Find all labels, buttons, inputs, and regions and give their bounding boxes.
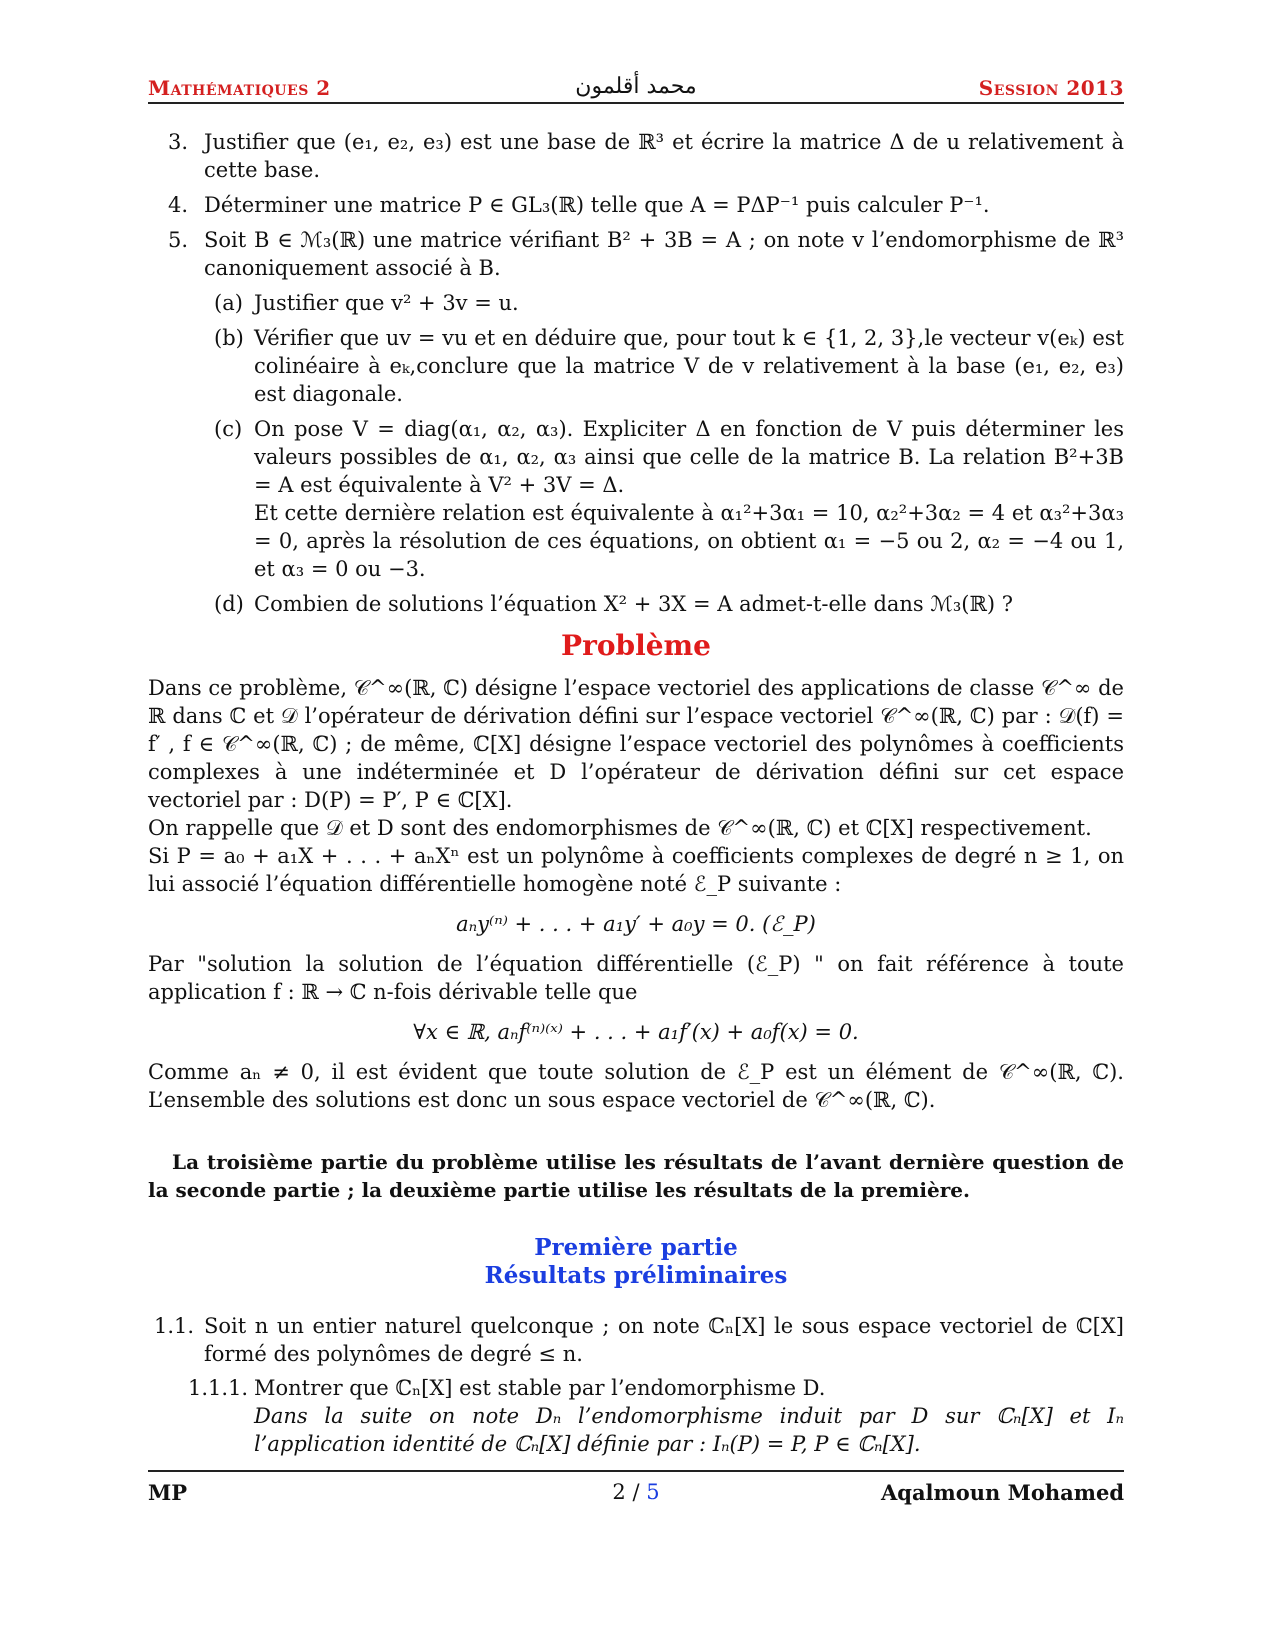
subquestion-text: On pose V = diag(α₁, α₂, α₃). Expliciter Δ en fonction de V puis déterminer les valeurs possibles de α₁, α₂, α₃ ainsi que celle de la matrice B. La relation B²+3B = A est équivalente à V² + 3V = Δ.	[254, 417, 1124, 497]
subquestion-c	[148, 415, 1124, 583]
question-1-1-1	[148, 1374, 1124, 1458]
question-number: 1.1.	[154, 1314, 195, 1338]
page-footer	[148, 1480, 1124, 1510]
question-1-1	[148, 1312, 1124, 1368]
equation-ep: aₙy⁽ⁿ⁾ + . . . + a₁y′ + a₀y = 0. (ℰ_P)	[456, 912, 816, 936]
question-text: Soit B ∈ ℳ₃(ℝ) une matrice vérifiant B² + 3B = A ; on note v l’endomorphisme de ℝ³ canoniquement associé à B.	[204, 228, 1124, 280]
question-5	[148, 226, 1124, 282]
question-number: 3.	[168, 130, 189, 154]
subquestion-text: Combien de solutions l’équation X² + 3X = A admet-t-elle dans ℳ₃(ℝ) ?	[254, 592, 1014, 616]
question-4	[148, 191, 1124, 219]
problem-title: Problème	[561, 629, 711, 662]
part1-heading	[148, 1234, 1124, 1290]
subquestion-number: (d)	[214, 592, 244, 616]
header-subject: Mathématiques 2	[148, 76, 331, 100]
page	[148, 0, 1124, 1650]
subquestion-b	[148, 324, 1124, 408]
header-author-arabic: محمد أقلمون	[575, 74, 697, 99]
part1-title: Première partie	[534, 1234, 738, 1261]
question-text: Justifier que (e₁, e₂, e₃) est une base de ℝ³ et écrire la matrice Δ de u relativement à cette base.	[204, 130, 1124, 182]
subquestion-a	[148, 289, 1124, 317]
question-number: 1.1.1.	[188, 1376, 249, 1400]
header-rule	[148, 102, 1124, 104]
problem-conclusion: Comme aₙ ≠ 0, il est évident que toute solution de ℰ_P est un élément de 𝒞^∞(ℝ, ℂ). L’ensemble des solutions est donc un sous espace vectoriel de 𝒞^∞(ℝ, ℂ).	[148, 1060, 1124, 1112]
subquestion-answer: Et cette dernière relation est équivalente à α₁²+3α₁ = 10, α₂²+3α₂ = 4 et α₃²+3α₃ = 0, après la résolution de ces équations, on obtient α₁ = −5 ou 2, α₂ = −4 ou 1, et α₃ = 0 ou −3.	[254, 501, 1124, 581]
subquestion-text: Vérifier que uv = vu et en déduire que, pour tout k ∈ {1, 2, 3},le vecteur v(eₖ) est colinéaire à eₖ,conclure que la matrice V de v relativement à la base (e₁, e₂, e₃) est diagonale.	[254, 326, 1124, 406]
footer-author: Aqalmoun Mohamed	[880, 1480, 1124, 1505]
problem-intro-paragraph: Dans ce problème, 𝒞^∞(ℝ, ℂ) désigne l’espace vectoriel des applications de classe 𝒞^∞ de ℝ dans ℂ et 𝒟 l’opérateur de dérivation défini sur l’espace vectoriel 𝒞^∞(ℝ, ℂ) par : 𝒟(f) = f′ , f ∈ 𝒞^∞(ℝ, ℂ) ; de même, ℂ[X] désigne l’espace vectoriel des polynômes à coefficients complexes à une indéterminée et D l’opérateur de dérivation défini sur cet espace vectoriel par : D(P) = P′, P ∈ ℂ[X].	[148, 676, 1124, 812]
page-separator: /	[625, 1480, 647, 1504]
question-number: 5.	[168, 228, 189, 252]
subquestion-number: (b)	[214, 326, 244, 350]
question-text: Soit n un entier naturel quelconque ; on note ℂₙ[X] le sous espace vectoriel de ℂ[X] formé des polynômes de degré ≤ n.	[204, 1314, 1124, 1366]
footer-track: MP	[148, 1480, 188, 1505]
problem-reminder: On rappelle que 𝒟 et D sont des endomorphismes de 𝒞^∞(ℝ, ℂ) et ℂ[X] respectivement.	[148, 816, 1092, 840]
question-text: Déterminer une matrice P ∈ GL₃(ℝ) telle que A = PΔP⁻¹ puis calculer P⁻¹.	[204, 193, 990, 217]
subquestion-number: (c)	[214, 417, 243, 441]
subquestion-text: Justifier que v² + 3v = u.	[254, 291, 519, 315]
total-pages-link[interactable]: 5	[646, 1480, 660, 1504]
main-content	[148, 128, 1124, 1458]
part1-subtitle: Résultats préliminaires	[484, 1262, 788, 1289]
problem-solution-def: Par "solution la solution de l’équation différentielle (ℰ_P) " on fait référence à toute application f : ℝ → ℂ n-fois dérivable telle que	[148, 952, 1124, 1004]
footer-rule	[148, 1470, 1124, 1472]
question-number: 4.	[168, 193, 189, 217]
question-3	[148, 128, 1124, 184]
current-page: 2	[612, 1480, 626, 1504]
header-session: Session 2013	[978, 76, 1124, 100]
subquestion-d	[148, 590, 1124, 618]
question-text: Montrer que ℂₙ[X] est stable par l’endomorphisme D.	[254, 1376, 826, 1400]
problem-structure-note: La troisième partie du problème utilise les résultats de l’avant dernière question de la seconde partie ; la deuxième partie utilise les résultats de la première.	[148, 1150, 1124, 1202]
equation-solution: ∀x ∈ ℝ, aₙf⁽ⁿ⁾⁽ˣ⁾ + . . . + a₁f′(x) + a₀f(x) = 0.	[413, 1020, 859, 1044]
question-note: Dans la suite on note Dₙ l’endomorphisme induit par D sur ℂₙ[X] et Iₙ l’application identité de ℂₙ[X] définie par : Iₙ(P) = P, P ∈ ℂₙ[X].	[254, 1404, 1124, 1456]
subquestion-number: (a)	[214, 291, 243, 315]
problem-polynomial-def: Si P = a₀ + a₁X + . . . + aₙXⁿ est un polynôme à coefficients complexes de degré n ≥ 1, on lui associé l’équation différentielle homogène noté ℰ_P suivante :	[148, 844, 1124, 896]
